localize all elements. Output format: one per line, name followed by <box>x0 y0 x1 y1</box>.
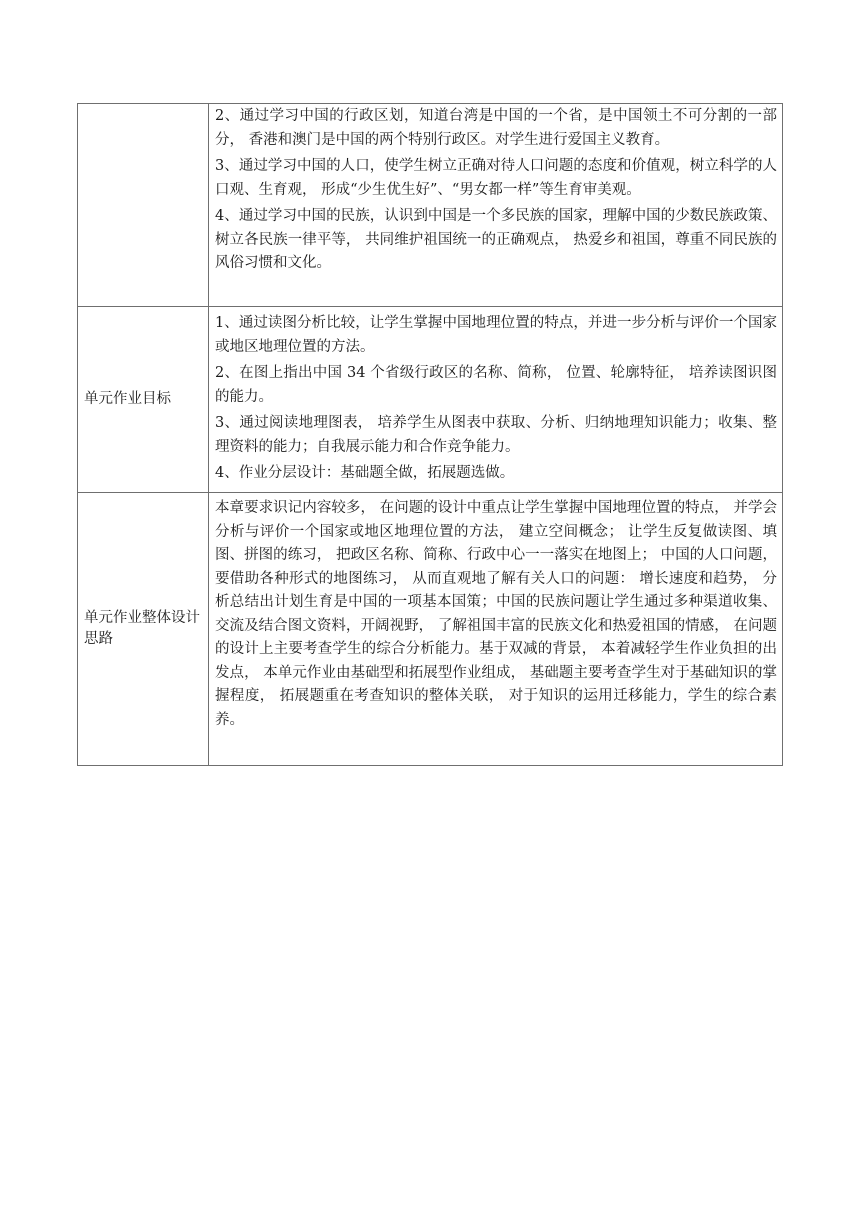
table-row <box>78 493 783 766</box>
table-row <box>78 307 783 493</box>
content-paragraph: 1、通过读图分析比较，让学生掌握中国地理位置的特点，并进一步分析与评价一个国家或地区地理位置的方法。 <box>215 315 777 355</box>
content-paragraph: 3、通过学习中国的人口，使学生树立正确对待人口问题的态度和价值观，树立科学的人口观、生育观， 形成“少生优生好”、“男女都一样”等生育审美观。 <box>215 158 777 198</box>
unit-design-table <box>77 103 783 766</box>
row-content <box>209 493 783 766</box>
row-label: 单元作业整体设计思路 <box>78 493 209 766</box>
content-paragraph: 本章要求识记内容较多， 在问题的设计中重点让学生掌握中国地理位置的特点， 并学会分析与评价一个国家或地区地理位置的方法， 建立空间概念； 让学生反复做读图、填图、拼图的练习， 把政区名称、简称、行政中心一一落实在地图上； 中国的人口问题， 要借助各种形式的地图练习， 从而直观地了解有关人口的问题： 增长速度和趋势， 分析总结出计划生育是中国的一项基本国策；中国的民族问题让学生通过多种渠道收集、交流及结合图文资料，开阔视野， 了解祖国丰富的民族文化和热爱祖国的情感， 在问题的设计上主要考查学生的综合分析能力。基于双减的背景， 本着减轻学生作业负担的出发点， 本单元作业由基础型和拓展型作业组成， 基础题主要考查学生对于基础知识的掌握程度， 拓展题重在考查知识的整体关联， 对于知识的运用迁移能力，学生的综合素养。 <box>215 500 777 728</box>
row-label <box>78 104 209 307</box>
content-paragraph: 3、通过阅读地理图表， 培养学生从图表中获取、分析、归纳地理知识能力；收集、整理资料的能力；自我展示能力和合作竞争能力。 <box>215 415 777 455</box>
content-paragraph: 2、在图上指出中国 34 个省级行政区的名称、简称， 位置、轮廓特征， 培养读图识图的能力。 <box>215 365 777 405</box>
row-label: 单元作业目标 <box>78 307 209 493</box>
content-paragraph: 4、作业分层设计：基础题全做，拓展题选做。 <box>215 465 515 481</box>
row-content <box>209 307 783 493</box>
table-row <box>78 104 783 307</box>
content-paragraph: 2、通过学习中国的行政区划，知道台湾是中国的一个省，是中国领土不可分割的一部分， 香港和澳门是中国的两个特别行政区。对学生进行爱国主义教育。 <box>215 108 777 148</box>
row-content <box>209 104 783 307</box>
content-paragraph: 4、通过学习中国的民族，认识到中国是一个多民族的国家，理解中国的少数民族政策、树立各民族一律平等， 共同维护祖国统一的正确观点， 热爱乡和祖国，尊重不同民族的风俗习惯和文化。 <box>215 208 777 271</box>
